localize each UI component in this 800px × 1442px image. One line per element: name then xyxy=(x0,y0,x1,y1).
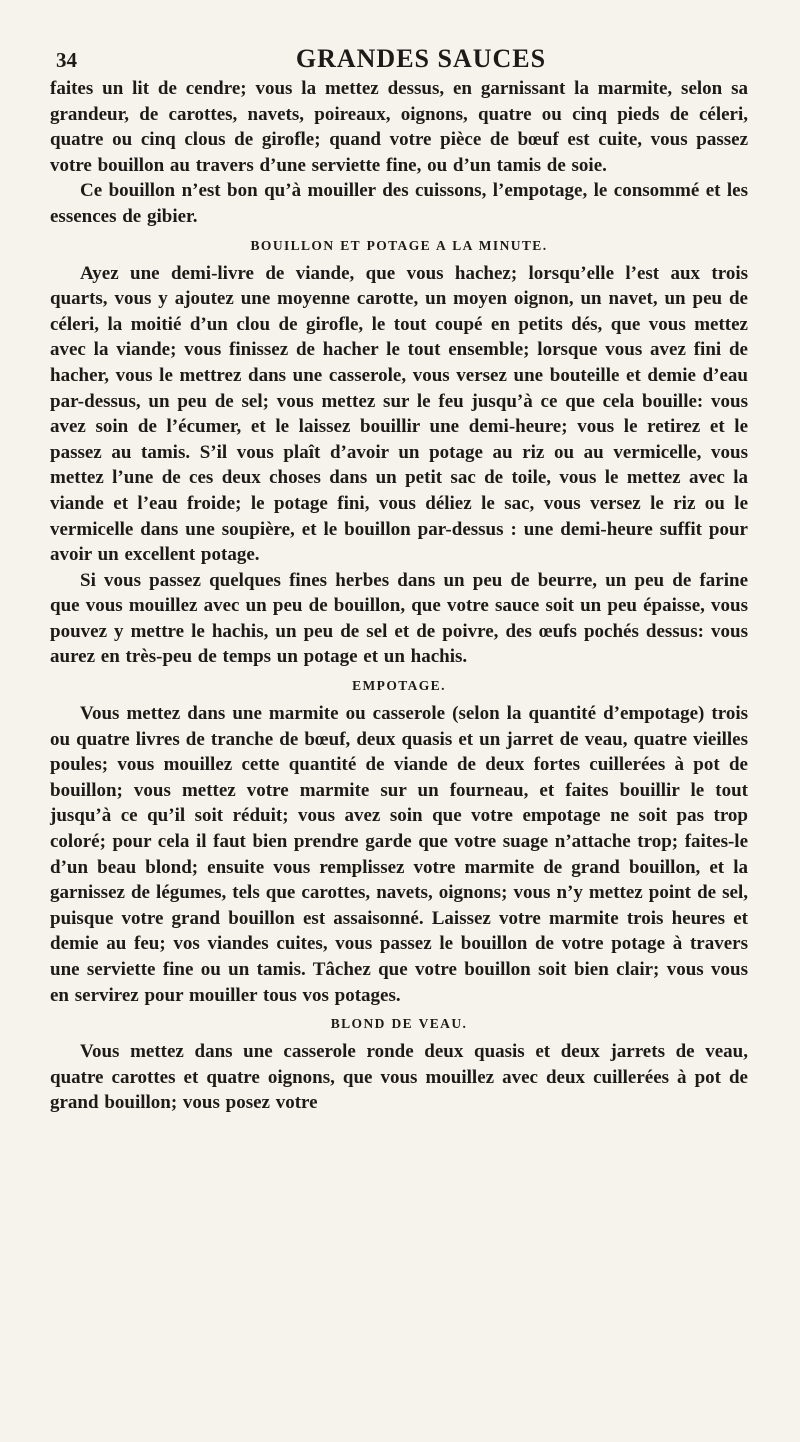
paragraph-empotage: Vous mettez dans une marmite ou casserole (selon la quantité d’empotage) trois ou quatre livres de tranche de bœuf, deux quasis et un jarret de veau, quatre vieilles poules; vous mouillez cette quantité de viande de deux fortes cuillerées à pot de bouillon; vous mettez votre marmite sur un fourneau, et faites bouillir le tout jusqu’à ce qu’il soit réduit; vous avez soin que votre empotage ne soit pas trop coloré; pour cela il faut bien prendre garde que votre suage n’attache trop; faites-le d’un beau blond; ensuite vous remplissez votre marmite de grand bouillon, et la garnissez de légumes, tels que carottes, navets, oignons; vous n’y mettez point de sel, puisque votre grand bouillon est assaisonné. Laissez votre marmite trois heures et demie au feu; vos viandes cuites, vous passez le bouillon de votre potage à travers une serviette fine ou un tamis. Tâchez que votre bouillon soit bien clair; vous vous en servirez pour mouiller tous vos potages. xyxy=(50,703,748,1006)
paragraph-blond-de-veau: Vous mettez dans une casserole ronde deux quasis et deux jarrets de veau, quatre carottes et quatre oignons, que vous mouillez avec deux cuillerées à pot de grand bouillon; vous posez votre xyxy=(50,1041,748,1114)
running-title: GRANDES SAUCES xyxy=(295,44,547,73)
section-heading-bouillon-minute: BOUILLON ET POTAGE A LA MINUTE. xyxy=(250,237,548,253)
paragraph-fines-herbes: Si vous passez quelques fines herbes dans un peu de beurre, un peu de farine que vous mouillez avec un peu de bouillon, que votre sauce soit un peu épaisse, vous pouvez y mettre le hachis, un peu de sel et de poivre, des œufs pochés dessus: vous aurez en très-peu de temps un potage et un hachis. xyxy=(50,569,748,668)
section-heading-blond-de-veau: BLOND DE VEAU. xyxy=(330,1016,468,1032)
paragraph-continuation: faites un lit de cendre; vous la mettez dessus, en garnissant la marmite, selon sa grandeur, de carottes, navets, poireaux, oignons, quatre ou cinq pieds de céleri, quatre ou cinq clous de girofle; quand votre pièce de bœuf est cuite, vous passez votre bouillon au travers d’une serviette fine, ou d’un tamis de soie. xyxy=(50,78,748,176)
paragraph-bouillon-minute: Ayez une demi-livre de viande, que vous hachez; lorsqu’elle l’est aux trois quarts, vous y ajoutez une moyenne carotte, un moyen oignon, un navet, un peu de céleri, la moitié d’un clou de girofle, le tout coupé en petits dés, que vous mettez avec la viande; vous finissez de hacher le tout ensemble; lorsque vous avez fini de hacher, vous le mettrez dans une casserole, vous versez une bouteille et demie d’eau par-dessus, un peu de sel; vous mettez sur le feu jusqu’à ce que cela bouille: vous avez soin de l’écumer, et le laissez bouillir une demi-heure; vous le retirez et le passez au tamis. S’il vous plaît d’avoir un potage au riz ou au vermicelle, vous mettez l’une de ces deux choses dans un petit sac de toile, vous le mettez avec la viande et l’eau froide; le potage fini, vous déliez le sac, vous versez le riz ou le vermicelle dans une soupière, et le bouillon par-dessus : une demi-heure suffit pour avoir un excellent potage. xyxy=(50,262,748,566)
body-text xyxy=(50,76,748,1116)
page-number: 34 xyxy=(56,48,77,72)
running-head xyxy=(50,30,748,73)
paragraph-bouillon-usage: Ce bouillon n’est bon qu’à mouiller des cuissons, l’empotage, le consommé et les essences de gibier. xyxy=(50,180,748,227)
section-heading-empotage: EMPOTAGE. xyxy=(352,678,446,694)
